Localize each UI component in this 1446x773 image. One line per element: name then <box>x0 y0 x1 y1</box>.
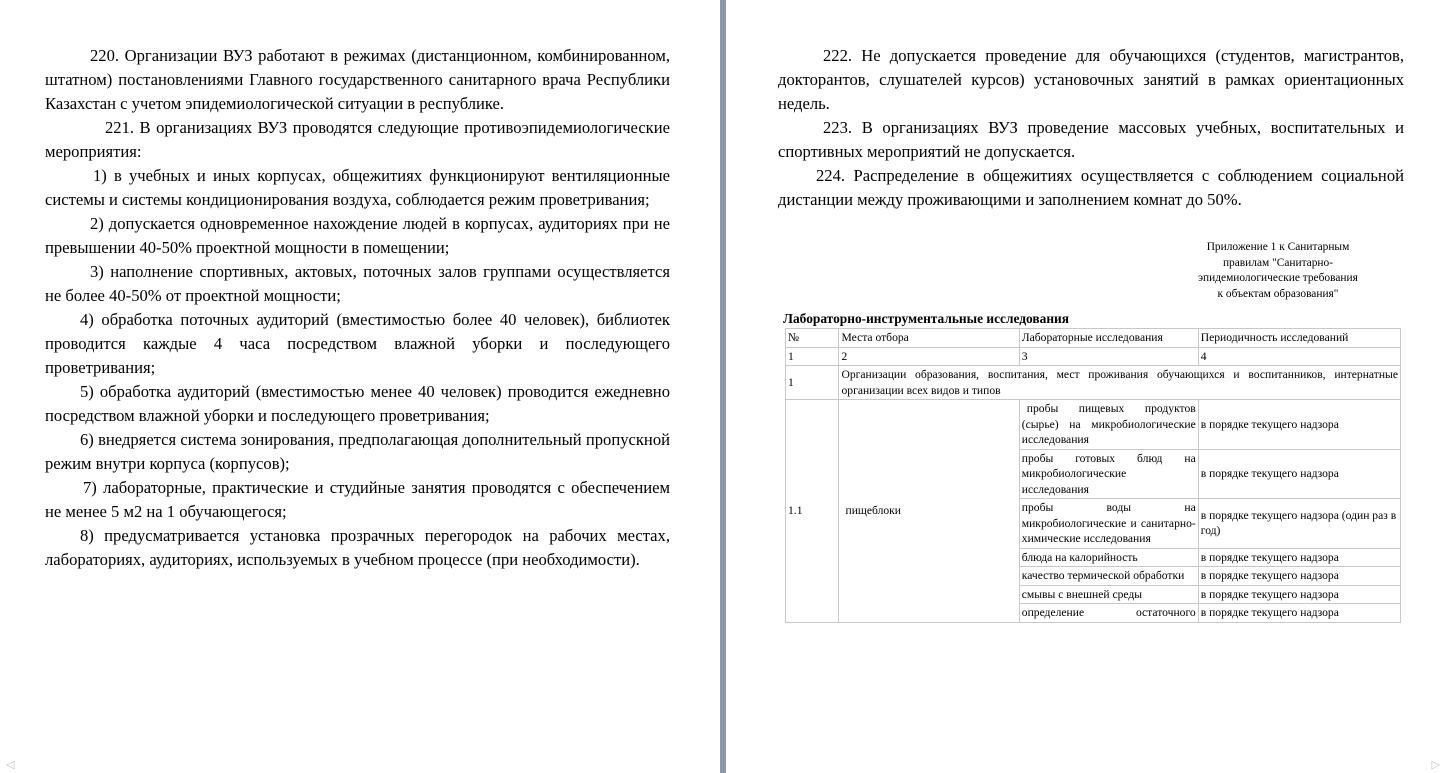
list-item-4: 4) обработка поточных аудиторий (вместимостью более 40 человек), библиотек проводится каждые 4 часа посредством влажной уборки и последующего проветривания; <box>45 310 670 377</box>
paragraph-223: 223. В организациях ВУЗ проведение массовых учебных, воспитательных и спортивных мероприятий не допускается. <box>778 118 1404 161</box>
period-cell: в порядке текущего надзора <box>1198 604 1400 623</box>
appendix-note <box>1171 240 1385 302</box>
scroll-right-icon[interactable]: ▷ <box>1431 758 1440 771</box>
right-page <box>726 0 1446 773</box>
left-page-text <box>45 44 670 572</box>
research-cell: определение остаточного <box>1019 604 1198 623</box>
paragraph-222: 222. Не допускается проведение для обучающихся (студентов, магистрантов, докторантов, слушателей курсов) установочных занятий в рамках ориентационных недель. <box>778 46 1404 113</box>
list-item-2: 2) допускается одновременное нахождение людей в корпусах, аудиториях при не превышении 40-50% проектной мощности в помещении; <box>45 214 670 257</box>
header-cell: Места отбора <box>839 329 1019 348</box>
table-row <box>786 400 1401 450</box>
paragraph-221: 221. В организациях ВУЗ проводятся следующие противоэпидемиологические мероприятия: <box>45 118 670 161</box>
section-text-cell: Организации образования, воспитания, мест проживания обучающихся и воспитанников, интернатные организации всех видов и типов <box>839 366 1401 400</box>
appendix-line: правилам "Санитарно- <box>1222 256 1334 269</box>
section-number-cell: 1 <box>786 366 839 400</box>
table-row <box>786 366 1401 400</box>
numbering-cell: 2 <box>839 347 1019 366</box>
group-number-cell: 1.1 <box>786 400 839 623</box>
left-page <box>0 0 720 773</box>
period-cell: в порядке текущего надзора (один раз в год) <box>1198 499 1400 549</box>
period-cell: в порядке текущего надзора <box>1198 449 1400 499</box>
research-cell: пробы готовых блюд на микробиологические исследования <box>1019 449 1198 499</box>
period-cell: в порядке текущего надзора <box>1198 400 1400 450</box>
table-header-row <box>786 329 1401 348</box>
appendix-line: эпидемиологические требования <box>1198 272 1358 284</box>
paragraph-220: 220. Организации ВУЗ работают в режимах (дистанционном, комбинированном, штатном) постановлениями Главного государственного санитарного врача Республики Казахстан с учетом эпидемиологической ситуации в республике. <box>45 46 670 113</box>
right-page-text <box>778 44 1404 212</box>
research-cell: пробы пищевых продуктов (сырье) на микробиологические исследования <box>1019 400 1198 450</box>
lab-research-table <box>785 328 1401 623</box>
numbering-cell: 1 <box>786 347 839 366</box>
appendix-line: к объектам образования" <box>1217 287 1339 300</box>
research-cell: пробы воды на микробиологические и санитарно-химические исследования <box>1019 499 1198 549</box>
research-cell: смывы с внешней среды <box>1019 585 1198 604</box>
numbering-cell: 3 <box>1019 347 1198 366</box>
header-cell: № <box>786 329 839 348</box>
scroll-left-icon[interactable]: ◁ <box>6 758 15 771</box>
period-cell: в порядке текущего надзора <box>1198 585 1400 604</box>
research-cell: блюда на калорийность <box>1019 548 1198 567</box>
list-item-1: 1) в учебных и иных корпусах, общежитиях функционируют вентиляционные системы и системы кондиционирования воздуха, соблюдается режим проветривания; <box>45 166 670 209</box>
period-cell: в порядке текущего надзора <box>1198 567 1400 586</box>
list-item-8: 8) предусматривается установка прозрачных перегородок на рабочих местах, лабораториях, аудиториях, используемых в учебном процессе (при необходимости). <box>45 526 670 569</box>
table-title: Лабораторно-инструментальные исследования <box>783 311 1070 326</box>
numbering-cell: 4 <box>1198 347 1400 366</box>
list-item-3: 3) наполнение спортивных, актовых, поточных залов группами осуществляется не более 40-50% от проектной мощности; <box>45 262 670 305</box>
paragraph-224: 224. Распределение в общежитиях осуществляется с соблюдением социальной дистанции между проживающими и заполнением комнат до 50%. <box>778 166 1404 209</box>
research-cell: качество термической обработки <box>1019 567 1198 586</box>
appendix-line: Приложение 1 к Санитарным <box>1206 241 1350 253</box>
list-item-7: 7) лабораторные, практические и студийные занятия проводятся с обеспечением не менее 5 м2 на 1 обучающегося; <box>45 478 670 521</box>
place-cell: пищеблоки <box>839 400 1019 623</box>
header-cell: Лабораторные исследования <box>1019 329 1198 348</box>
list-item-6: 6) внедряется система зонирования, предполагающая дополнительный пропускной режим внутри корпуса (корпусов); <box>45 430 670 473</box>
header-cell: Периодичность исследований <box>1198 329 1400 348</box>
period-cell: в порядке текущего надзора <box>1198 548 1400 567</box>
table-numbering-row <box>786 347 1401 366</box>
list-item-5: 5) обработка аудиторий (вместимостью менее 40 человек) проводится ежедневно посредством влажной уборки и последующего проветривания; <box>45 382 670 425</box>
